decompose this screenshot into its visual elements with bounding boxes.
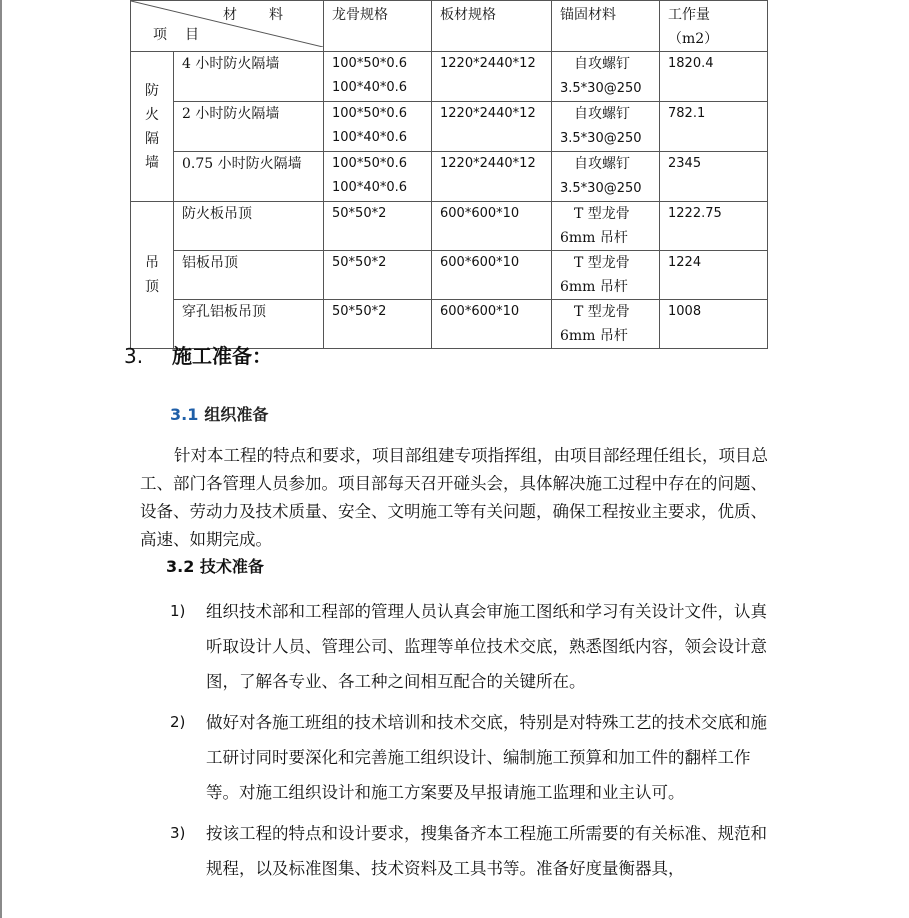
row-qty: 1224: [660, 251, 768, 300]
section-3-heading: [124, 340, 272, 369]
list-marker: 1): [170, 602, 186, 620]
technical-prep-list: [170, 594, 780, 892]
row-anchor: T 型龙骨 6mm 吊杆: [552, 202, 660, 251]
header-qty: [660, 1, 768, 52]
row-anchor: T 型龙骨 6mm 吊杆: [552, 300, 660, 349]
row-item: 铝板吊顶: [174, 251, 324, 300]
header-anchor: 锚固材料: [552, 1, 660, 52]
header-qty-line2: （m2）: [668, 31, 719, 47]
header-qty-line1: 工作量: [668, 7, 710, 23]
subsection-3-2-heading: 3.2 技术准备: [166, 557, 264, 576]
row-keel: 100*50*0.6 100*40*0.6: [324, 152, 432, 202]
row-qty: 2345: [660, 152, 768, 202]
list-item: [170, 594, 780, 699]
row-board: 1220*2440*12: [432, 152, 552, 202]
list-text: 组织技术部和工程部的管理人员认真会审施工图纸和学习有关设计文件，认真听取设计人员、管理公司、监理等单位技术交底，熟悉图纸内容，领会设计意图，了解各专业、各工种之间相互配合的关键所在。: [206, 602, 767, 691]
row-board: 1220*2440*12: [432, 102, 552, 152]
table-row: [131, 251, 768, 300]
diag-header-item: 项目: [153, 27, 217, 43]
row-anchor: 自攻螺钉 3.5*30@250: [552, 152, 660, 202]
row-qty: 1222.75: [660, 202, 768, 251]
row-anchor: 自攻螺钉 3.5*30@250: [552, 102, 660, 152]
row-board: 600*600*10: [432, 300, 552, 349]
list-marker: 2): [170, 713, 186, 731]
row-qty: 1008: [660, 300, 768, 349]
group-label-text: 防火隔墙: [145, 82, 159, 171]
row-keel: 50*50*2: [324, 202, 432, 251]
subsection-title: 组织准备: [204, 405, 269, 424]
section-number: 3.: [124, 344, 144, 368]
list-item: [170, 705, 780, 810]
diag-header-material: 材料: [223, 7, 315, 23]
row-keel: 100*50*0.6 100*40*0.6: [324, 52, 432, 102]
table-header-row: [131, 1, 768, 52]
row-item: 0.75 小时防火隔墙: [174, 152, 324, 202]
row-anchor: 自攻螺钉 3.5*30@250: [552, 52, 660, 102]
row-item: 穿孔铝板吊顶: [174, 300, 324, 349]
header-board: 板材规格: [432, 1, 552, 52]
page-edge: [0, 0, 2, 918]
diagonal-header-cell: [131, 1, 324, 52]
organization-paragraph: 针对本工程的特点和要求，项目部组建专项指挥组，由项目部经理任组长，项目总工、部门各管理人员参加。项目部每天召开碰头会，具体解决施工过程中存在的问题、设备、劳动力及技术质量、安全、文明施工等有关问题，确保工程按业主要求，优质、高速、如期完成。: [140, 446, 768, 549]
row-keel: 100*50*0.6 100*40*0.6: [324, 102, 432, 152]
header-keel: 龙骨规格: [324, 1, 432, 52]
group-label-ceiling: [131, 202, 174, 349]
table-row: [131, 52, 768, 102]
row-board: 1220*2440*12: [432, 52, 552, 102]
group-label-text: 吊顶: [145, 255, 159, 295]
subsection-3-1-heading: [170, 402, 268, 425]
row-item: 防火板吊顶: [174, 202, 324, 251]
row-keel: 50*50*2: [324, 251, 432, 300]
group-label-firewall: [131, 52, 174, 202]
subsection-number: 3.1: [170, 405, 199, 424]
materials-table: [130, 0, 768, 349]
list-text: 按该工程的特点和设计要求，搜集备齐本工程施工所需要的有关标准、规范和规程，以及标准图集、技术资料及工具书等。准备好度量衡器具，: [206, 824, 767, 878]
section-title: 施工准备：: [172, 344, 272, 368]
row-keel: 50*50*2: [324, 300, 432, 349]
row-qty: 1820.4: [660, 52, 768, 102]
table-row: [131, 152, 768, 202]
row-qty: 782.1: [660, 102, 768, 152]
list-marker: 3): [170, 824, 186, 842]
table-row: [131, 202, 768, 251]
row-board: 600*600*10: [432, 251, 552, 300]
list-item: [170, 816, 780, 886]
row-item: 2 小时防火隔墙: [174, 102, 324, 152]
row-anchor: T 型龙骨 6mm 吊杆: [552, 251, 660, 300]
table-row: [131, 102, 768, 152]
row-board: 600*600*10: [432, 202, 552, 251]
list-text: 做好对各施工班组的技术培训和技术交底，特别是对特殊工艺的技术交底和施工研讨同时要深化和完善施工组织设计、编制施工预算和加工件的翻样工作等。对施工组织设计和施工方案要及早报请施工监理和业主认可。: [206, 713, 767, 802]
row-item: 4 小时防火隔墙: [174, 52, 324, 102]
